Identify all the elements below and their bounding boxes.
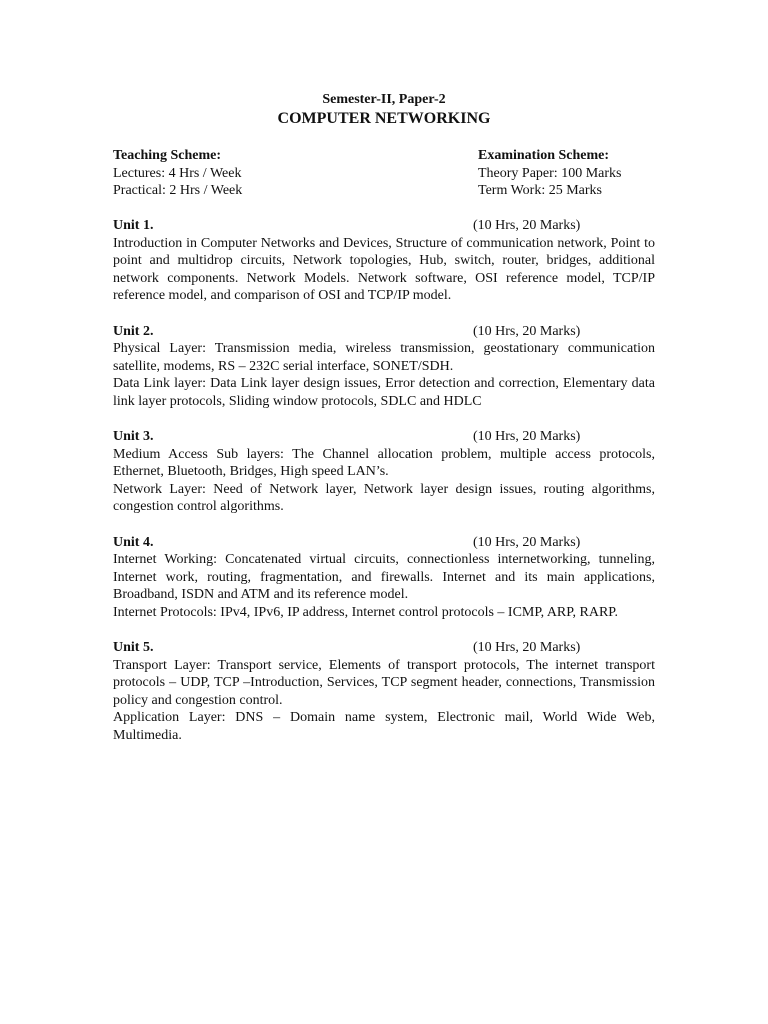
unit-header — [113, 323, 655, 341]
unit-paragraph: Network Layer: Need of Network layer, Network layer design issues, routing algorithms, congestion control algorithms. — [113, 481, 655, 514]
unit-section — [113, 639, 655, 744]
syllabus-page — [113, 91, 655, 744]
unit-title: Unit 3. — [113, 429, 154, 444]
unit-paragraph: Physical Layer: Transmission media, wireless transmission, geostationary communication satellite, modems, RS – 232C serial interface, SONET/SDH. — [113, 341, 655, 374]
examination-scheme-heading: Examination Scheme: — [478, 148, 610, 163]
teaching-scheme — [113, 147, 242, 200]
unit-title: Unit 4. — [113, 534, 154, 550]
semester-heading: Semester-II, Paper-2 — [322, 92, 446, 107]
examination-scheme — [478, 147, 621, 200]
schemes-block — [113, 147, 655, 199]
teaching-scheme-heading: Teaching Scheme: — [113, 148, 221, 163]
unit-section — [113, 323, 655, 411]
unit-marks: (10 Hrs, 20 Marks) — [473, 429, 581, 444]
unit-header — [113, 534, 655, 552]
unit-marks: (10 Hrs, 20 Marks) — [473, 534, 581, 550]
unit-marks: (10 Hrs, 20 Marks) — [473, 323, 581, 339]
unit-title: Unit 5. — [113, 640, 154, 655]
unit-paragraph: Transport Layer: Transport service, Elements of transport protocols, The internet transport protocols – UDP, TCP –Introduction, Services, TCP segment header, connections, Transmission policy and congestion control. — [113, 657, 655, 708]
unit-paragraph: Application Layer: DNS – Domain name system, Electronic mail, World Wide Web, Multimedia. — [113, 710, 655, 743]
teaching-practical: Practical: 2 Hrs / Week — [113, 183, 243, 198]
unit-paragraph: Medium Access Sub layers: The Channel allocation problem, multiple access protocols, Ethernet, Bluetooth, Bridges, High speed LAN’s. — [113, 446, 655, 479]
unit-header — [113, 217, 655, 235]
unit-section — [113, 217, 655, 305]
examination-theory: Theory Paper: 100 Marks — [478, 165, 622, 181]
teaching-lectures: Lectures: 4 Hrs / Week — [113, 165, 242, 181]
unit-header — [113, 428, 655, 446]
unit-marks: (10 Hrs, 20 Marks) — [473, 218, 581, 233]
course-title: COMPUTER NETWORKING — [277, 110, 491, 127]
unit-paragraph: Introduction in Computer Networks and Devices, Structure of communication network, Point to point and multidrop circuits, Network topologies, Hub, switch, router, bridges, additional network components. Network Models. Network software, OSI reference model, TCP/IP reference model, and comparison of OSI and TCP/IP model. — [113, 235, 655, 303]
unit-paragraph: Internet Protocols: IPv4, IPv6, IP address, Internet control protocols – ICMP, ARP, RARP. — [113, 604, 619, 620]
examination-term-work: Term Work: 25 Marks — [478, 183, 603, 198]
unit-paragraph: Data Link layer: Data Link layer design issues, Error detection and correction, Elementary data link layer protocols, Sliding window protocols, SDLC and HDLC — [113, 376, 655, 409]
unit-section — [113, 428, 655, 516]
unit-section — [113, 534, 655, 622]
unit-title: Unit 2. — [113, 323, 154, 339]
unit-paragraph: Internet Working: Concatenated virtual circuits, connectionless internetworking, tunneling, Internet work, routing, fragmentation, and firewalls. Internet and its main applications, Broadband, ISDN and ATM and its reference model. — [113, 552, 655, 602]
unit-marks: (10 Hrs, 20 Marks) — [473, 640, 581, 655]
unit-header — [113, 639, 655, 657]
unit-title: Unit 1. — [113, 218, 154, 233]
